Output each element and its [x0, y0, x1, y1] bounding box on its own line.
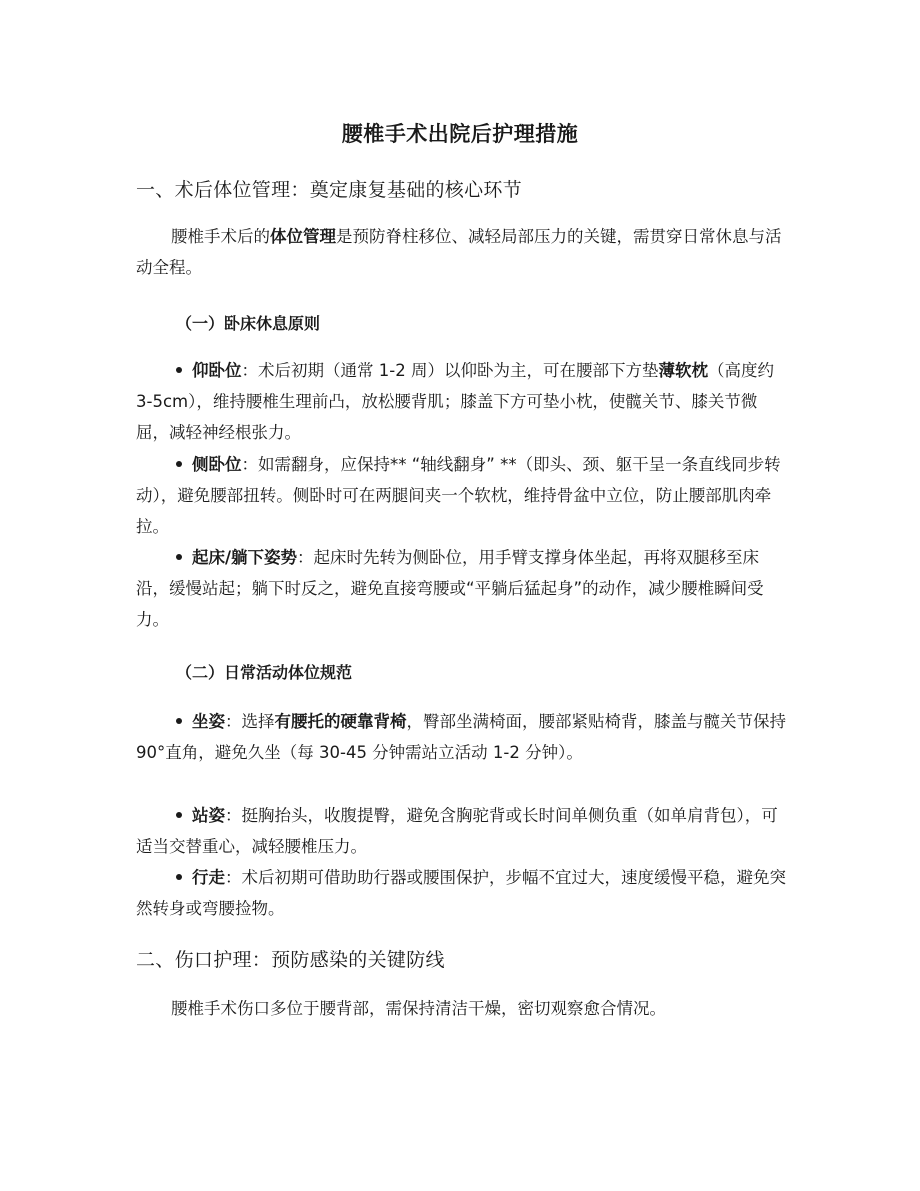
bullet-icon: [176, 554, 182, 560]
item-label: 起床/躺下姿势: [192, 548, 298, 567]
item-label: 行走: [192, 868, 225, 887]
intro-text-bold: 体位管理: [270, 227, 336, 246]
bullet-icon: [176, 812, 182, 818]
list-item-supine: [136, 355, 786, 448]
list-item-standing: [136, 800, 786, 862]
list-item-side-lying: [136, 449, 786, 542]
item-text-2: （高度约 3-5cm），维持腰椎生理前凸，放松腰背肌；膝盖下方可垫小枕，使髋关节、膝关节微屈，减轻神经根张力。: [136, 361, 774, 442]
item-text: ：术后初期可借助助行器或腰围保护，步幅不宜过大，速度缓慢平稳，避免突然转身或弯腰捡物。: [136, 868, 786, 918]
list-item-sitting: [136, 706, 786, 768]
subsection-2-heading: （二）日常活动体位规范: [176, 663, 353, 682]
subsection-1-heading: （一）卧床休息原则: [176, 314, 321, 333]
list-item-walking: [136, 862, 786, 924]
item-bold-text: 薄软枕: [658, 361, 708, 380]
item-text: ：术后初期（通常 1-2 周）以仰卧为主，可在腰部下方垫: [241, 361, 659, 380]
item-label: 坐姿: [192, 712, 225, 731]
item-label: 仰卧位: [192, 361, 242, 380]
section-1-intro: [136, 221, 786, 283]
item-text: ：如需翻身，应保持** “轴线翻身” **（即头、颈、躯干呈一条直线同步转动），避免腰部扭转。侧卧时可在两腿间夹一个软枕，维持骨盆中立位，防止腰部肌肉牵拉。: [136, 455, 781, 536]
intro-text-post: 是预防脊柱移位、减轻局部压力的关键，需贯穿日常休息与活动全程。: [136, 227, 782, 277]
section-2-intro: 腰椎手术伤口多位于腰背部，需保持清洁干燥，密切观察愈合情况。: [171, 999, 666, 1018]
item-label: 侧卧位: [192, 455, 242, 474]
bullet-icon: [176, 874, 182, 880]
section-1-heading: 一、术后体位管理：奠定康复基础的核心环节: [136, 179, 523, 201]
item-text: ：起床时先转为侧卧位，用手臂支撑身体坐起，再将双腿移至床沿，缓慢站起；躺下时反之，避免直接弯腰或“平躺后猛起身”的动作，减少腰椎瞬间受力。: [136, 548, 764, 629]
document-title: 腰椎手术出院后护理措施: [341, 122, 579, 146]
item-label: 站姿: [192, 806, 225, 825]
intro-text-pre: 腰椎手术后的: [171, 227, 270, 246]
list-item-getting-up: [136, 542, 786, 635]
bullet-icon: [176, 461, 182, 467]
bullet-icon: [176, 367, 182, 373]
section-2-heading: 二、伤口护理：预防感染的关键防线: [136, 949, 445, 971]
item-text: ：选择: [225, 712, 275, 731]
bullet-icon: [176, 718, 182, 724]
item-bold-text: 有腰托的硬靠背椅: [274, 712, 407, 731]
item-text: ：挺胸抬头，收腹提臀，避免含胸驼背或长时间单侧负重（如单肩背包），可适当交替重心，减轻腰椎压力。: [136, 806, 778, 856]
item-text-2: ，臀部坐满椅面，腰部紧贴椅背，膝盖与髋关节保持 90°直角，避免久坐（每 30-45 分钟需站立活动 1-2 分钟）。: [136, 712, 786, 762]
